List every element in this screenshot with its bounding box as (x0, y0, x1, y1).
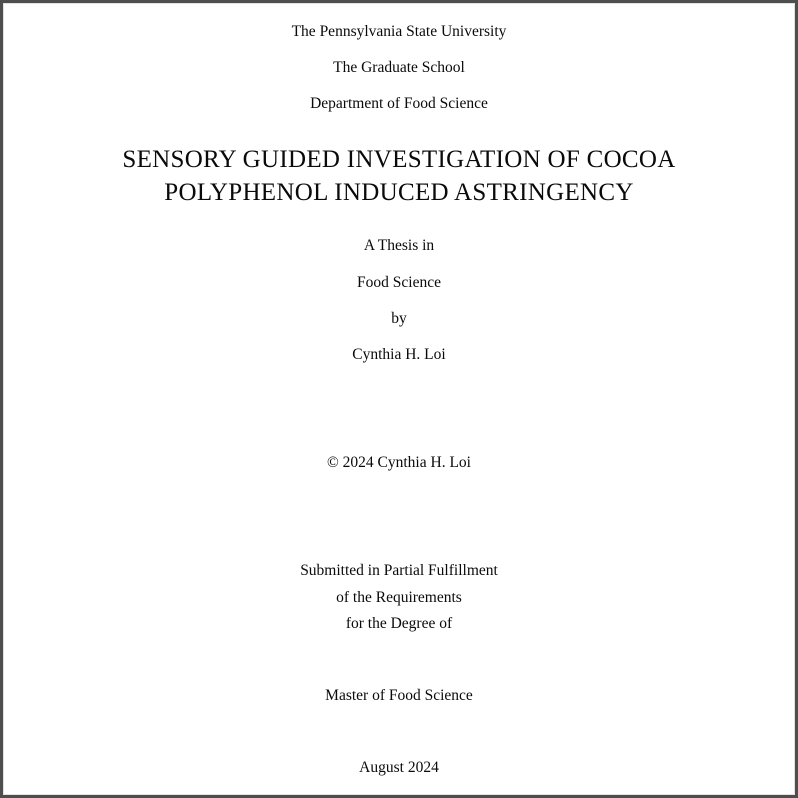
university-name: The Pennsylvania State University (291, 23, 507, 40)
author-name: Cynthia H. Loi (352, 346, 446, 363)
department-line: Department of Food Science (310, 95, 488, 112)
graduate-school-line: The Graduate School (333, 59, 465, 76)
submission-statement-line-3: for the Degree of (345, 615, 453, 632)
by-label: by (391, 310, 407, 327)
copyright-notice: © 2024 Cynthia H. Loi (327, 454, 471, 471)
thesis-title-line-2: POLYPHENOL INDUCED ASTRINGENCY (164, 179, 634, 206)
thesis-title-line-1: SENSORY GUIDED INVESTIGATION OF COCOA (122, 146, 676, 173)
thesis-in-label: A Thesis in (363, 237, 435, 254)
field-of-study: Food Science (357, 274, 441, 291)
graduation-date: August 2024 (359, 759, 439, 776)
degree-name: Master of Food Science (325, 687, 473, 704)
submission-statement-line-1: Submitted in Partial Fulfillment (300, 562, 498, 579)
submission-statement-line-2: of the Requirements (336, 589, 462, 606)
